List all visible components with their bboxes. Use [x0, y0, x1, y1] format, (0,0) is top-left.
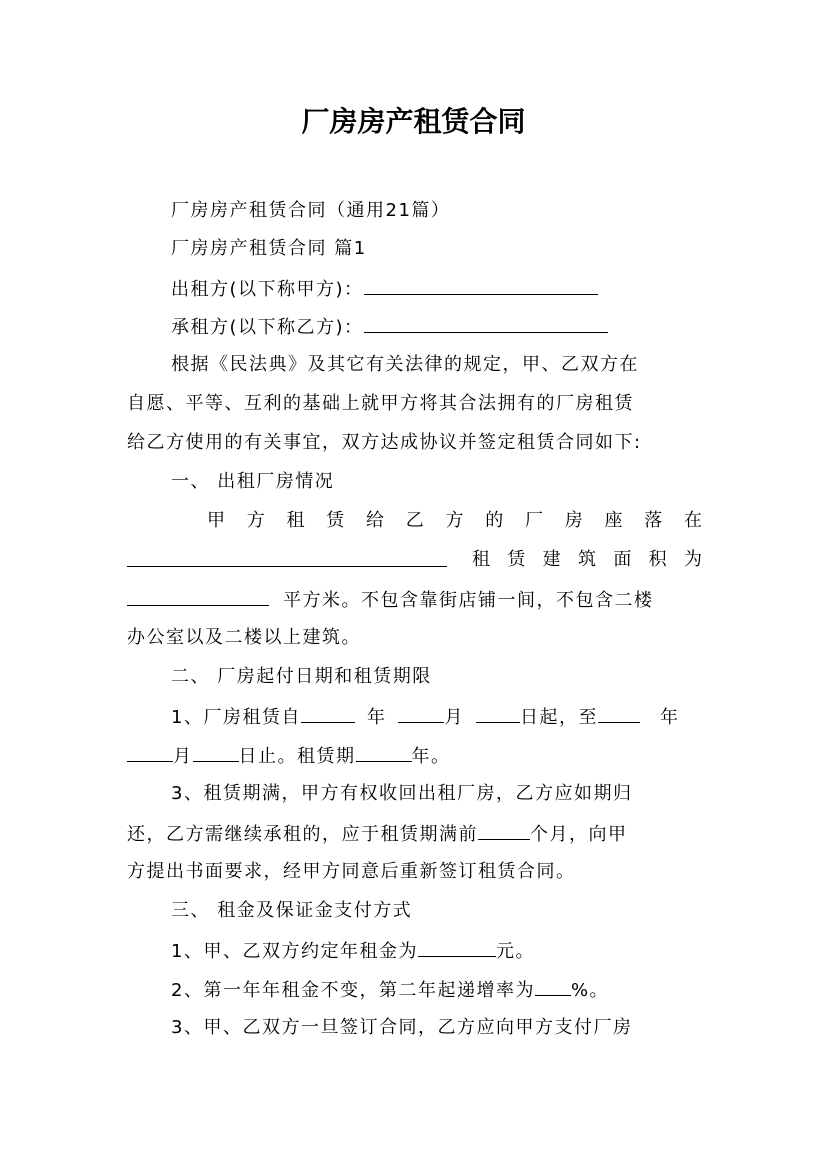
lessor-line	[171, 273, 702, 305]
paragraph-line: 给乙方使用的有关事宜，双方达成协议并签定租赁合同如下:	[127, 432, 642, 453]
paragraph-line: 根据《民法典》及其它有关法律的规定，甲、乙双方在	[171, 354, 639, 375]
lessee-blank	[364, 311, 608, 333]
end-month-blank	[127, 740, 173, 762]
start-year-blank	[301, 701, 355, 723]
renewal-line: 还，乙方需继续承租的，应于租赁期满前 个月，向甲	[127, 818, 702, 850]
increase-rate-line: 2、第一年年租金不变，第二年起递增率为 %。	[171, 974, 702, 1006]
increase-rate-blank	[535, 974, 571, 996]
contract-subtitle: 厂房房产租赁合同（通用21篇）	[171, 200, 451, 221]
start-month-blank	[398, 701, 444, 723]
section-heading: 厂房房产租赁合同 篇1	[171, 238, 367, 259]
annual-rent-blank	[418, 935, 496, 957]
lease-term-blank	[356, 740, 412, 762]
clause-heading: 一、 出租厂房情况	[171, 471, 335, 492]
location-blank	[127, 545, 447, 567]
end-year-blank	[598, 701, 640, 723]
lessee-line	[171, 311, 702, 343]
lessee-label: 承租方(以下称乙方)：	[171, 317, 364, 338]
start-day-blank	[476, 701, 520, 723]
area-line: 平方米。不包含靠街店铺一间，不包含二楼	[127, 584, 702, 616]
months-blank	[478, 818, 530, 840]
lease-end-line: 月 日止。租赁期 年。	[127, 740, 702, 772]
paragraph-line-spaced: 租 赁 建 筑 面 积 为	[472, 549, 702, 570]
paragraph-line: 3、甲、乙双方一旦签订合同，乙方应向甲方支付厂房	[171, 1017, 633, 1038]
end-day-blank	[193, 740, 239, 762]
lessor-blank	[364, 273, 598, 295]
paragraph-line: 办公室以及二楼以上建筑。	[127, 627, 361, 648]
document-title: 厂房房产租赁合同	[301, 105, 526, 138]
paragraph-line: 方提出书面要求，经甲方同意后重新签订租赁合同。	[127, 861, 576, 882]
lessor-label: 出租方(以下称甲方)：	[171, 279, 364, 300]
lease-start-line: 1、厂房租赁自 年 月 日起，至 年	[171, 701, 702, 733]
paragraph-line-spaced: 甲 方 租 赁 给 乙 方 的 厂 房 座 落 在	[207, 510, 702, 531]
clause-heading: 三、 租金及保证金支付方式	[171, 900, 413, 921]
annual-rent-line: 1、甲、乙双方约定年租金为 元。	[171, 935, 702, 967]
paragraph-line: 自愿、平等、互利的基础上就甲方将其合法拥有的厂房租赁	[127, 393, 634, 414]
paragraph-line: 3、租赁期满，甲方有权收回出租厂房，乙方应如期归	[171, 783, 633, 804]
area-blank	[127, 584, 269, 606]
clause-heading: 二、 厂房起付日期和租赁期限	[171, 666, 432, 687]
